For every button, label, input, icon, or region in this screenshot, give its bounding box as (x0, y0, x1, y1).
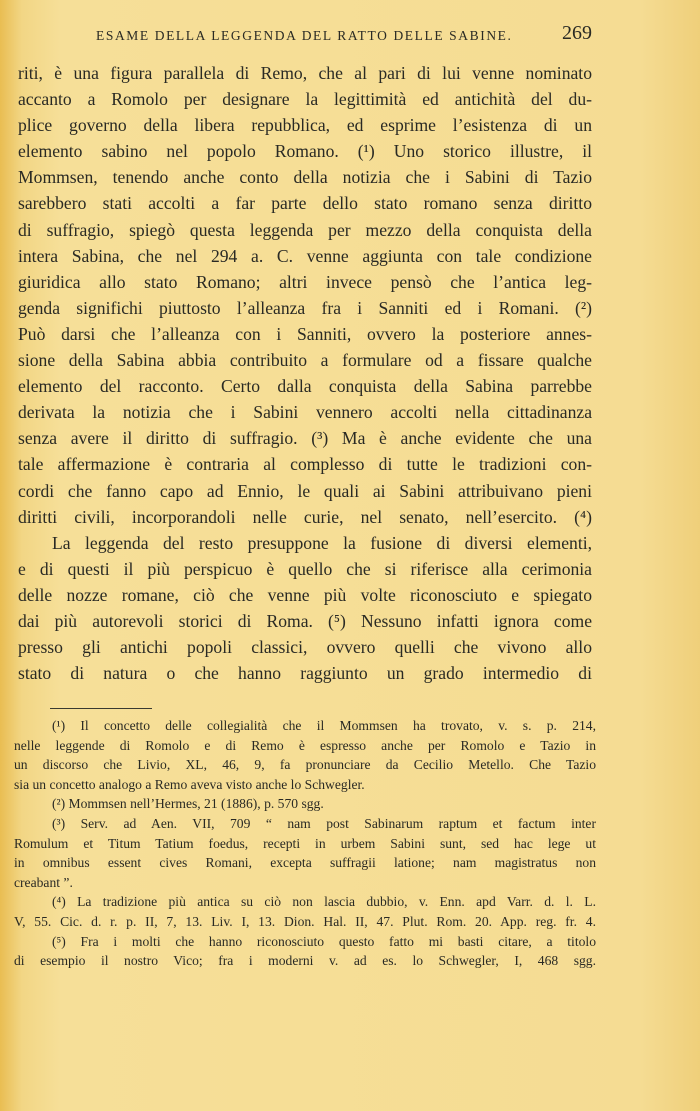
footnote-line: Romulum et Titum Tatium foedus, recepti in urbem Sabini sunt, sed hac lege ut (14, 835, 596, 851)
body-line: intera Sabina, che nel 294 a. C. venne aggiunta con tale condizione (18, 245, 592, 266)
footnote-line: (³) Serv. ad Aen. VII, 709 “ nam post Sabinarum raptum et factum inter (52, 815, 596, 831)
body-line: riti, è una figura parallela di Remo, che al pari di lui venne nominato (18, 63, 592, 83)
footnote-line: un discorso che Livio, XL, 46, 9, fa pronunciare da Cecilio Metello. Che Tazio (14, 757, 596, 773)
body-line: tale affermazione è contraria al complesso di tutte le tradizioni con- (18, 454, 592, 475)
footnote-line: (⁴) La tradizione più antica su ciò non lascia dubbio, v. Enn. apd Varr. d. l. L. (52, 894, 596, 910)
body-line: giuridica allo stato Romano; altri invece pensò che l’antica leg- (18, 271, 592, 292)
footnote-line: V, 55. Cic. d. r. p. II, 7, 13. Liv. I, 13. Dion. Hal. II, 47. Plut. Rom. 20. App. reg. fr. 4. (14, 913, 596, 929)
body-line: elemento sabino nel popolo Romano. (¹) Uno storico illustre, il (18, 141, 592, 162)
body-line: cordi che fanno capo ad Ennio, le quali ai Sabini attribuivano pieni (18, 480, 592, 501)
body-line: delle nozze romane, ciò che venne più volte riconosciuto e spiegato (18, 584, 592, 605)
body-line: genda significhi piuttosto l’alleanza fra i Sanniti ed i Romani. (²) (18, 297, 592, 318)
body-line: dai più autorevoli storici di Roma. (⁵) Nessuno infatti ignora come (18, 610, 592, 631)
body-line: diritti civili, incorporandoli nelle curie, nel senato, nell’esercito. (⁴) (18, 506, 592, 527)
body-line: derivata la notizia che i Sabini vennero accolti nella cittadinanza (18, 402, 592, 423)
body-line: di suffragio, spiegò questa leggenda per mezzo della conquista della (18, 219, 592, 240)
body-line: elemento del racconto. Certo dalla conquista della Sabina parrebbe (18, 376, 592, 397)
footnote-line: nelle leggende di Romolo e di Remo è espresso anche per Romolo e Tazio in (14, 737, 596, 753)
page-number: 269 (562, 22, 592, 44)
body-line: sione della Sabina abbia contribuito a formulare od a fissare qualche (18, 350, 592, 371)
body-line: La leggenda del resto presuppone la fusione di diversi elementi, (52, 532, 592, 553)
body-text (18, 60, 592, 686)
footnote-line: in omnibus essent cives Romani, excepta suffragii latione; nam magistratus non (14, 855, 596, 871)
footnote-line: sia un concetto analogo a Remo aveva visto anche lo Schwegler. (14, 776, 365, 792)
running-head: ESAME DELLA LEGGENDA DEL RATTO DELLE SABINE. (96, 28, 513, 43)
body-line: accanto a Romolo per designare la legittimità ed antichità del du- (18, 89, 592, 110)
footnotes (14, 716, 596, 971)
footnote-line: (⁵) Fra i molti che hanno riconosciuto questo fatto mi basti citare, a titolo (52, 933, 596, 949)
body-line: presso gli antichi popoli classici, ovvero quelli che vivono allo (18, 637, 592, 658)
body-line: plice governo della libera repubblica, ed esprime l’esistenza di un (18, 115, 592, 136)
page-header (0, 22, 700, 52)
footnote-line: (¹) Il concetto delle collegialità che il Mommsen ha trovato, v. s. p. 214, (52, 718, 596, 733)
body-line: Può darsi che l’alleanza con i Sanniti, ovvero la posteriore annes- (18, 323, 592, 344)
footnote-line: (²) Mommsen nell’Hermes, 21 (1886), p. 570 sgg. (52, 796, 324, 812)
footnote-separator (50, 708, 152, 709)
body-line: sarebbero stati accolti a far parte dello stato romano senza diritto (18, 193, 592, 214)
body-line: e di questi il più perspicuo è quello che si riferisce alla cerimonia (18, 558, 592, 579)
body-line: stato di natura o che hanno raggiunto un grado intermedio di (18, 663, 592, 684)
footnote-line: creabant ”. (14, 874, 73, 890)
footnote-line: di esempio il nostro Vico; fra i moderni v. ad es. lo Schwegler, I, 468 sgg. (14, 953, 596, 969)
body-line: Mommsen, tenendo anche conto della notizia che i Sabini di Tazio (18, 167, 592, 188)
body-line: senza avere il diritto di suffragio. (³) Ma è anche evidente che una (18, 428, 592, 449)
